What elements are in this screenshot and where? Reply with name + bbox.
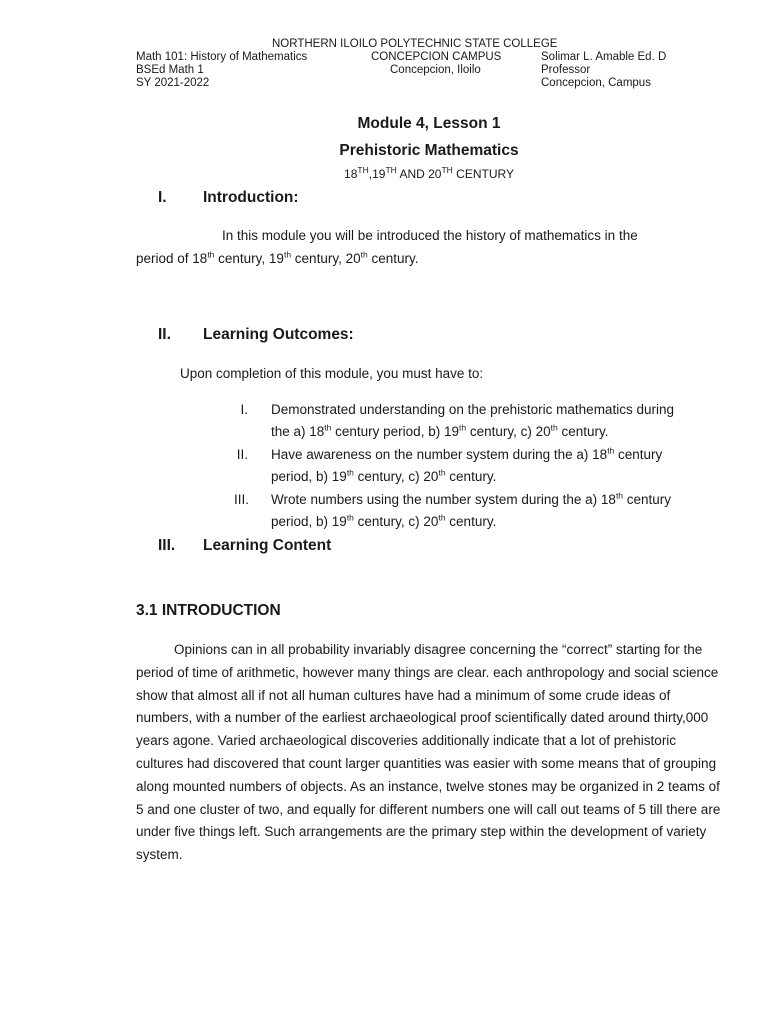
course-title: Math 101: History of Mathematics — [136, 51, 308, 63]
section-number: I. — [158, 189, 167, 206]
professor-title: Professor — [541, 64, 591, 76]
school-year: SY 2021-2022 — [136, 77, 210, 89]
section-number: III. — [158, 537, 176, 554]
list-item: period, b) 19th century, c) 20th century. — [271, 512, 497, 529]
list-item-number: I. — [240, 402, 248, 417]
list-item: the a) 18th century period, b) 19th century, c) 20th century. — [271, 422, 609, 439]
subsection-heading: 3.1 INTRODUCTION — [136, 602, 281, 619]
module-title: Module 4, Lesson 1 — [357, 115, 501, 132]
professor-campus: Concepcion, Campus — [541, 77, 651, 89]
course-program: BSEd Math 1 — [136, 64, 204, 76]
campus-name: CONCEPCION CAMPUS — [371, 51, 502, 63]
lesson-subtitle: 18TH,19TH AND 20TH CENTURY — [344, 165, 514, 181]
section-title-learning-outcomes: Learning Outcomes: — [203, 326, 354, 343]
college-name: NORTHERN ILOILO POLYTECHNIC STATE COLLEGE — [272, 38, 558, 50]
section-title-introduction: Introduction: — [203, 189, 299, 206]
intro-line: In this module you will be introduced the history of mathematics in the — [222, 228, 638, 243]
list-item: period, b) 19th century, c) 20th century. — [271, 467, 497, 484]
lesson-title: Prehistoric Mathematics — [339, 142, 519, 159]
outcomes-lead: Upon completion of this module, you must have to: — [180, 366, 484, 381]
list-item: Have awareness on the number system during the a) 18th century — [271, 445, 663, 462]
intro-line: period of 18th century, 19th century, 20th century. — [136, 249, 419, 266]
section-title-learning-content: Learning Content — [203, 537, 332, 554]
list-item: Wrote numbers using the number system during the a) 18th century — [271, 490, 672, 507]
professor-name: Solimar L. Amable Ed. D — [541, 51, 667, 63]
campus-location: Concepcion, Iloilo — [390, 64, 481, 76]
content-paragraph: Opinions can in all probability invariably disagree concerning the “correct” starting for the period of time of arithmetic, however many things are clear. each anthropology and social science show that almost all if not all human cultures have had a minimum of some crude ideas of numbers, with a number of the earliest archaeological proof scientifically dated around thirty,000 years agone. Varied archaeological discoveries additionally indicate that a lot of prehistoric cultures had discovered that count larger quantities was easier with some means that of grouping along mounted numbers of objects. As an instance, twelve stones may be organized in 2 teams of 5 and one cluster of two, and equally for different numbers one will call out teams of 5 till there are under five things left. Such arrangements are the primary step within the development of variety system. — [136, 642, 721, 863]
list-item-number: II. — [236, 447, 248, 462]
list-item: Demonstrated understanding on the prehistoric mathematics during — [271, 402, 674, 417]
list-item-number: III. — [234, 492, 250, 507]
section-number: II. — [158, 326, 171, 343]
